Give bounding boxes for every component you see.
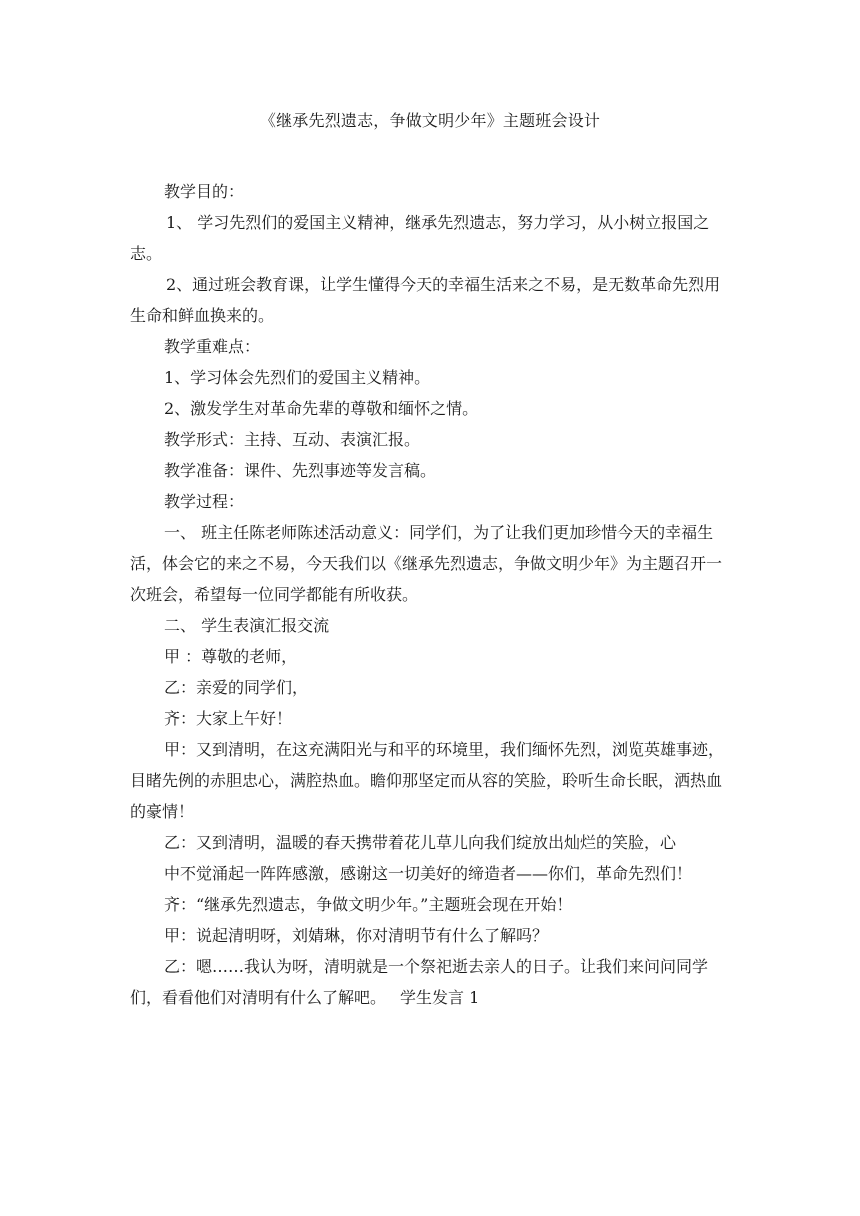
dialogue-line: 乙：又到清明，温暖的春天携带着花儿草儿向我们绽放出灿烂的笑脸，心: [164, 833, 677, 852]
document-title: 《继承先烈遗志，争做文明少年》主题班会设计: [259, 111, 601, 130]
document-body: [130, 176, 730, 1013]
paragraph: 教学准备：课件、先烈事迹等发言稿。: [164, 461, 437, 480]
paragraph: 1、 学习先烈们的爱国主义精神，继承先烈遗志，努力学习，从小树立报国之志。: [130, 213, 710, 263]
student-speech-label: 学生发言 1: [400, 988, 480, 1007]
section-heading-key-points: 教学重难点：: [164, 337, 261, 356]
dialogue-line: 甲 ：尊敬的老师，: [164, 647, 298, 666]
paragraph: 2、激发学生对革命先辈的尊敬和缅怀之情。: [164, 399, 479, 418]
dialogue-line: 甲：又到清明，在这充满阳光与和平的环境里，我们缅怀先烈，浏览英雄事迹，目睹先例的赤胆忠心，满腔热血。瞻仰那坚定而从容的笑脸，聆听生命长眠，洒热血的豪情！: [130, 740, 725, 821]
section-heading-process: 教学过程：: [164, 492, 245, 511]
dialogue-line: 中不觉涌起一阵阵感激，感谢这一切美好的缔造者——你们，革命先烈们！: [164, 864, 693, 883]
paragraph: 二、 学生表演汇报交流: [164, 616, 330, 635]
dialogue-line: 齐：大家上午好！: [164, 709, 293, 728]
paragraph: 教学形式：主持、互动、表演汇报。: [164, 430, 421, 449]
dialogue-line: 齐：“继承先烈遗志，争做文明少年。”主题班会现在开始！: [164, 895, 573, 914]
dialogue-line: 甲：说起清明呀，刘婧琳，你对清明节有什么了解吗？: [164, 926, 549, 945]
dialogue-text: 乙：嗯……我认为呀，清明就是一个祭祀逝去亲人的日子。让我们来问问同学们，看看他们对清明有什么了解吧。: [130, 957, 709, 1007]
paragraph: 1、学习体会先烈们的爱国主义精神。: [164, 368, 431, 387]
dialogue-line: [130, 951, 730, 1013]
dialogue-line: 乙：亲爱的同学们，: [164, 678, 309, 697]
section-heading-objectives: 教学目的：: [164, 182, 245, 201]
paragraph: 2、通过班会教育课，让学生懂得今天的幸福生活来之不易，是无数革命先烈用生命和鲜血换来的。: [130, 275, 721, 325]
paragraph: 一、 班主任陈老师陈述活动意义：同学们，为了让我们更加珍惜今天的幸福生活，体会它的来之不易，今天我们以《继承先烈遗志，争做文明少年》为主题召开一次班会，希望每一位同学都能有所收获。: [130, 523, 723, 604]
